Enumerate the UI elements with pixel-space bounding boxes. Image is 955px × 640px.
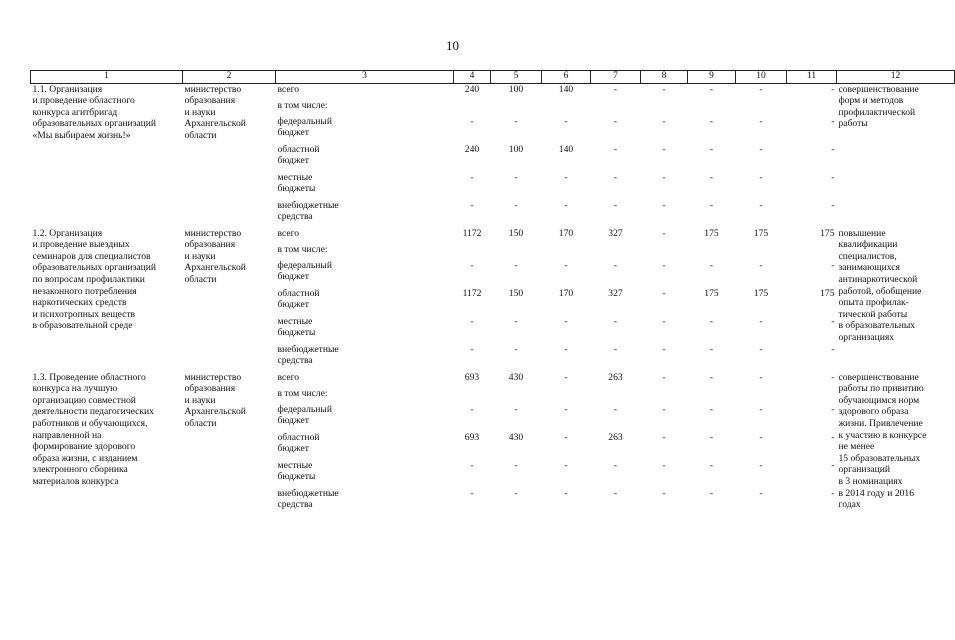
value-cell: - — [564, 343, 568, 355]
value-cell — [789, 388, 835, 404]
header-row — [31, 71, 955, 84]
expected-result-line: профилактической — [838, 106, 916, 118]
value-column-8 — [641, 228, 688, 372]
value-column-9 — [688, 83, 736, 228]
value-cell: - — [564, 459, 568, 471]
value-cell: - — [662, 287, 666, 299]
table-body — [31, 83, 955, 516]
value-column-8 — [641, 83, 688, 228]
value-cell: - — [831, 83, 835, 95]
value-cell: - — [613, 315, 618, 327]
value-cell: - — [470, 459, 474, 471]
executor-line: Архангельской — [184, 118, 246, 130]
funding-source: областной бюджет — [277, 287, 320, 311]
funding-source: внебюджетные средства — [277, 343, 339, 367]
value-cell: - — [709, 403, 714, 415]
value-cell: 430 — [508, 371, 524, 383]
value-cell: - — [514, 315, 518, 327]
executor-line: области — [184, 273, 217, 285]
value-column-5 — [491, 228, 542, 372]
funding-sources — [276, 228, 454, 372]
funding-source: всего — [277, 83, 300, 95]
funding-source: федеральный бюджет — [277, 403, 333, 427]
value-cell: - — [613, 343, 618, 355]
table-row — [31, 228, 955, 372]
expected-result-line: форм и методов — [838, 95, 904, 107]
value-cell — [643, 388, 686, 404]
value-cell: - — [613, 199, 618, 211]
value-cell — [690, 100, 734, 116]
value-cell: - — [662, 343, 666, 355]
value-cell: - — [662, 199, 666, 211]
measure-title-line: деятельности педагогических — [32, 406, 154, 418]
value-cell — [493, 388, 540, 404]
measure-title-line: и проведение областного — [32, 95, 135, 107]
expected-result-line: квалификации — [838, 239, 898, 251]
measure-title-line: образовательных организаций — [32, 118, 157, 130]
value-cell: - — [564, 115, 568, 127]
executor-line: и науки — [184, 250, 216, 262]
column-header-4: 4 — [454, 71, 491, 84]
value-cell: - — [759, 487, 763, 499]
value-cell: - — [662, 371, 666, 383]
expected-result-line: обучающимся норм — [838, 394, 920, 406]
expected-result-line: работы — [838, 118, 868, 130]
funding-source: федеральный бюджет — [277, 115, 333, 139]
value-cell: 100 — [508, 83, 524, 95]
value-cell: - — [613, 143, 618, 155]
value-cell: - — [564, 315, 568, 327]
value-cell: - — [831, 403, 835, 415]
value-cell: - — [709, 115, 714, 127]
measure-title-line: конкурса агитбригад — [32, 106, 118, 118]
value-cell — [643, 100, 686, 116]
expected-result-line: повышение — [838, 227, 886, 239]
value-cell: - — [759, 459, 763, 471]
value-cell: - — [662, 171, 666, 183]
value-cell: - — [831, 143, 835, 155]
value-cell: 263 — [608, 371, 623, 383]
value-cell: - — [709, 315, 714, 327]
value-column-6 — [542, 228, 591, 372]
column-header-9: 9 — [688, 71, 736, 84]
value-cell — [493, 244, 540, 260]
value-cell: - — [613, 403, 618, 415]
expected-result-line: специалистов, — [838, 250, 897, 262]
value-cell: - — [613, 459, 618, 471]
expected-result-line: здорового образа — [838, 406, 909, 418]
value-cell: - — [709, 431, 714, 443]
value-column-7 — [591, 228, 641, 372]
value-cell: - — [831, 459, 835, 471]
expected-result-line: работой, обобщение — [838, 285, 922, 297]
executor-line: Архангельской — [184, 406, 246, 418]
measure-title — [31, 83, 183, 228]
table-row — [31, 83, 955, 228]
program-table — [30, 70, 955, 516]
value-cell: - — [759, 431, 763, 443]
value-cell: - — [564, 371, 568, 383]
value-column-11 — [787, 372, 837, 516]
value-column-9 — [688, 228, 736, 372]
executor-line: области — [184, 417, 217, 429]
value-column-6 — [542, 83, 591, 228]
value-cell: 150 — [508, 227, 524, 239]
funding-sources — [276, 372, 454, 516]
value-cell: 327 — [608, 227, 623, 239]
expected-result-line: работы по привитию — [838, 383, 924, 395]
expected-result-line: опыта профилак- — [838, 297, 909, 309]
expected-result-line: 15 образовательных — [838, 452, 921, 464]
table-row — [31, 372, 955, 516]
value-cell: - — [709, 171, 714, 183]
expected-result-line: не менее — [838, 441, 875, 453]
value-cell: - — [470, 403, 474, 415]
value-column-6 — [542, 372, 591, 516]
value-cell: - — [470, 199, 474, 211]
value-cell: 170 — [558, 287, 574, 299]
column-header-2: 2 — [183, 71, 276, 84]
value-cell: - — [564, 487, 568, 499]
value-cell: - — [759, 171, 763, 183]
value-cell: - — [514, 171, 518, 183]
measure-title-line: конкурса на лучшую — [32, 383, 118, 395]
value-cell: - — [759, 83, 763, 95]
measure-title-line: 1.2. Организация — [32, 227, 103, 239]
page-number: 10 — [446, 38, 459, 53]
value-cell: - — [709, 487, 714, 499]
value-cell: - — [759, 343, 763, 355]
measure-title-line: 1.3. Проведение областного — [32, 371, 146, 383]
value-cell — [544, 388, 589, 404]
value-cell: 693 — [464, 431, 480, 443]
value-cell: - — [564, 259, 568, 271]
value-cell: 140 — [558, 143, 574, 155]
value-cell: 693 — [464, 371, 480, 383]
value-cell — [738, 100, 785, 116]
measure-title-line: работников и обучающихся, — [32, 417, 148, 429]
value-cell: 1172 — [462, 227, 482, 239]
executor-line: министерство — [184, 83, 242, 95]
funding-source: в том числе: — [277, 243, 328, 255]
value-cell: - — [709, 143, 714, 155]
value-cell — [690, 388, 734, 404]
expected-result-line: жизни. Привлечение — [838, 417, 923, 429]
value-cell: 175 — [820, 227, 835, 239]
expected-result-line: организаций — [838, 464, 891, 476]
executor-line: Архангельской — [184, 262, 246, 274]
value-cell — [738, 388, 785, 404]
column-header-6: 6 — [542, 71, 591, 84]
value-cell: - — [759, 371, 763, 383]
value-cell: - — [831, 115, 835, 127]
value-cell: 240 — [464, 143, 480, 155]
value-cell: - — [564, 403, 568, 415]
column-header-10: 10 — [736, 71, 787, 84]
value-cell: - — [662, 143, 666, 155]
value-cell: - — [662, 115, 666, 127]
column-header-5: 5 — [491, 71, 542, 84]
value-cell: - — [709, 259, 714, 271]
value-column-11 — [787, 83, 837, 228]
value-cell: - — [662, 315, 666, 327]
expected-result-line: тической работы — [838, 308, 908, 320]
value-cell: - — [759, 259, 763, 271]
funding-source: местные бюджеты — [277, 171, 316, 195]
value-column-8 — [641, 372, 688, 516]
value-cell: - — [514, 487, 518, 499]
value-cell: - — [514, 459, 518, 471]
value-cell: - — [759, 315, 763, 327]
expected-result — [837, 83, 955, 228]
value-cell: 240 — [464, 83, 480, 95]
value-cell: - — [831, 431, 835, 443]
executor-line: образования — [184, 95, 236, 107]
value-cell: 100 — [508, 143, 524, 155]
expected-result-line: годах — [838, 499, 861, 511]
value-cell: - — [759, 403, 763, 415]
expected-result-line: совершенствование — [838, 371, 919, 383]
value-cell: - — [564, 199, 568, 211]
column-header-12: 12 — [837, 71, 955, 84]
expected-result-line: антинаркотической — [838, 273, 918, 285]
value-cell: 430 — [508, 431, 524, 443]
value-cell: 175 — [820, 287, 835, 299]
value-cell: - — [709, 343, 714, 355]
value-cell: - — [662, 227, 666, 239]
executor-line: области — [184, 129, 217, 141]
value-cell: 175 — [704, 227, 719, 239]
measure-title-line: и психотропных веществ — [32, 308, 136, 320]
funding-source: областной бюджет — [277, 143, 320, 167]
expected-result-line: в 3 номинациях — [838, 475, 903, 487]
executor-line: министерство — [184, 371, 242, 383]
value-cell: - — [831, 487, 835, 499]
funding-source: внебюджетные средства — [277, 199, 339, 223]
funding-source: федеральный бюджет — [277, 259, 333, 283]
funding-source: в том числе: — [277, 99, 328, 111]
value-cell — [456, 244, 489, 260]
value-cell — [456, 388, 489, 404]
measure-title-line: и проведение выездных — [32, 239, 130, 251]
value-column-4 — [454, 228, 491, 372]
executor — [183, 83, 276, 228]
column-header-1: 1 — [31, 71, 183, 84]
value-cell: - — [831, 371, 835, 383]
value-cell: - — [662, 459, 666, 471]
value-cell: - — [470, 259, 474, 271]
value-column-5 — [491, 372, 542, 516]
measure-title-line: организацию совместной — [32, 394, 136, 406]
value-column-11 — [787, 228, 837, 372]
value-cell: - — [662, 487, 666, 499]
funding-source: всего — [277, 371, 300, 383]
value-cell: - — [514, 403, 518, 415]
measure-title-line: по вопросам профилактики — [32, 273, 145, 285]
value-cell: 175 — [704, 287, 719, 299]
value-cell: 140 — [558, 83, 574, 95]
value-cell — [690, 244, 734, 260]
value-cell: 175 — [753, 287, 769, 299]
column-header-8: 8 — [641, 71, 688, 84]
value-cell: - — [514, 343, 518, 355]
value-cell: - — [613, 115, 618, 127]
expected-result-line: организациях — [838, 331, 895, 343]
measure-title — [31, 228, 183, 372]
funding-source: местные бюджеты — [277, 459, 316, 483]
value-cell — [544, 244, 589, 260]
value-cell: - — [831, 199, 835, 211]
executor-line: министерство — [184, 227, 242, 239]
value-cell: - — [564, 171, 568, 183]
column-header-7: 7 — [591, 71, 641, 84]
value-column-10 — [736, 83, 787, 228]
expected-result — [837, 228, 955, 372]
measure-title — [31, 372, 183, 516]
value-cell: 1172 — [462, 287, 482, 299]
measure-title-line: семинаров для специалистов — [32, 250, 151, 262]
measure-title-line: «Мы выбираем жизнь!» — [32, 129, 131, 141]
value-cell: 327 — [608, 287, 623, 299]
value-cell — [593, 388, 639, 404]
column-header-3: 3 — [276, 71, 454, 84]
value-column-9 — [688, 372, 736, 516]
value-column-7 — [591, 83, 641, 228]
measure-title-line: формирование здорового — [32, 441, 136, 453]
measure-title-line: образа жизни, с изданием — [32, 452, 138, 464]
value-cell — [789, 244, 835, 260]
value-cell: - — [514, 259, 518, 271]
value-column-10 — [736, 228, 787, 372]
value-cell: - — [470, 171, 474, 183]
value-column-10 — [736, 372, 787, 516]
measure-title-line: незаконного потребления — [32, 285, 137, 297]
funding-sources — [276, 83, 454, 228]
value-cell: - — [709, 459, 714, 471]
funding-source: областной бюджет — [277, 431, 320, 455]
value-cell — [493, 100, 540, 116]
value-column-4 — [454, 372, 491, 516]
value-cell: - — [709, 199, 714, 211]
value-cell: - — [831, 171, 835, 183]
value-cell: - — [662, 403, 666, 415]
value-column-4 — [454, 83, 491, 228]
value-cell — [738, 244, 785, 260]
expected-result-line: совершенствование — [838, 83, 919, 95]
measure-title-line: наркотических средств — [32, 297, 127, 309]
value-cell: - — [514, 115, 518, 127]
expected-result-line: в образовательных — [838, 320, 916, 332]
funding-source: всего — [277, 227, 300, 239]
value-cell: - — [709, 83, 714, 95]
expected-result — [837, 372, 955, 516]
expected-result-line: занимающихся — [838, 262, 900, 274]
funding-source: местные бюджеты — [277, 315, 316, 339]
funding-source: в том числе: — [277, 387, 328, 399]
executor-line: образования — [184, 239, 236, 251]
value-cell: - — [470, 315, 474, 327]
value-cell: - — [470, 487, 474, 499]
expected-result-line: в 2014 году и 2016 — [838, 487, 915, 499]
value-cell: - — [759, 143, 763, 155]
funding-source: внебюджетные средства — [277, 487, 339, 511]
value-cell: - — [831, 315, 835, 327]
value-cell: - — [759, 115, 763, 127]
value-cell: 170 — [558, 227, 574, 239]
value-cell: - — [613, 171, 618, 183]
expected-result-line: к участию в конкурсе — [838, 429, 927, 441]
value-cell: - — [514, 199, 518, 211]
value-cell: - — [470, 115, 474, 127]
executor-line: и науки — [184, 106, 216, 118]
value-cell: - — [831, 259, 835, 271]
value-cell — [593, 100, 639, 116]
measure-title-line: образовательных организаций — [32, 262, 157, 274]
measure-title-line: в образовательной среде — [32, 320, 133, 332]
value-cell — [593, 244, 639, 260]
measure-title-line: электронного сборника — [32, 464, 128, 476]
executor — [183, 228, 276, 372]
value-cell: - — [470, 343, 474, 355]
value-column-7 — [591, 372, 641, 516]
value-cell: - — [662, 83, 666, 95]
value-cell: 150 — [508, 287, 524, 299]
value-cell — [544, 100, 589, 116]
value-cell: - — [613, 487, 618, 499]
value-cell: - — [759, 199, 763, 211]
value-cell: - — [831, 343, 835, 355]
value-cell: - — [613, 83, 618, 95]
measure-title-line: материалов конкурса — [32, 475, 119, 487]
value-cell: - — [662, 431, 666, 443]
measure-title-line: 1.1. Организация — [32, 83, 103, 95]
value-cell — [456, 100, 489, 116]
measure-title-line: направленной на — [32, 429, 102, 441]
value-cell: - — [613, 259, 618, 271]
value-column-5 — [491, 83, 542, 228]
value-cell — [643, 244, 686, 260]
executor-line: образования — [184, 383, 236, 395]
value-cell: 175 — [753, 227, 769, 239]
value-cell: 263 — [608, 431, 623, 443]
executor — [183, 372, 276, 516]
column-header-11: 11 — [787, 71, 837, 84]
executor-line: и науки — [184, 394, 216, 406]
value-cell: - — [709, 371, 714, 383]
value-cell: - — [564, 431, 568, 443]
value-cell: - — [662, 259, 666, 271]
value-cell — [789, 100, 835, 116]
